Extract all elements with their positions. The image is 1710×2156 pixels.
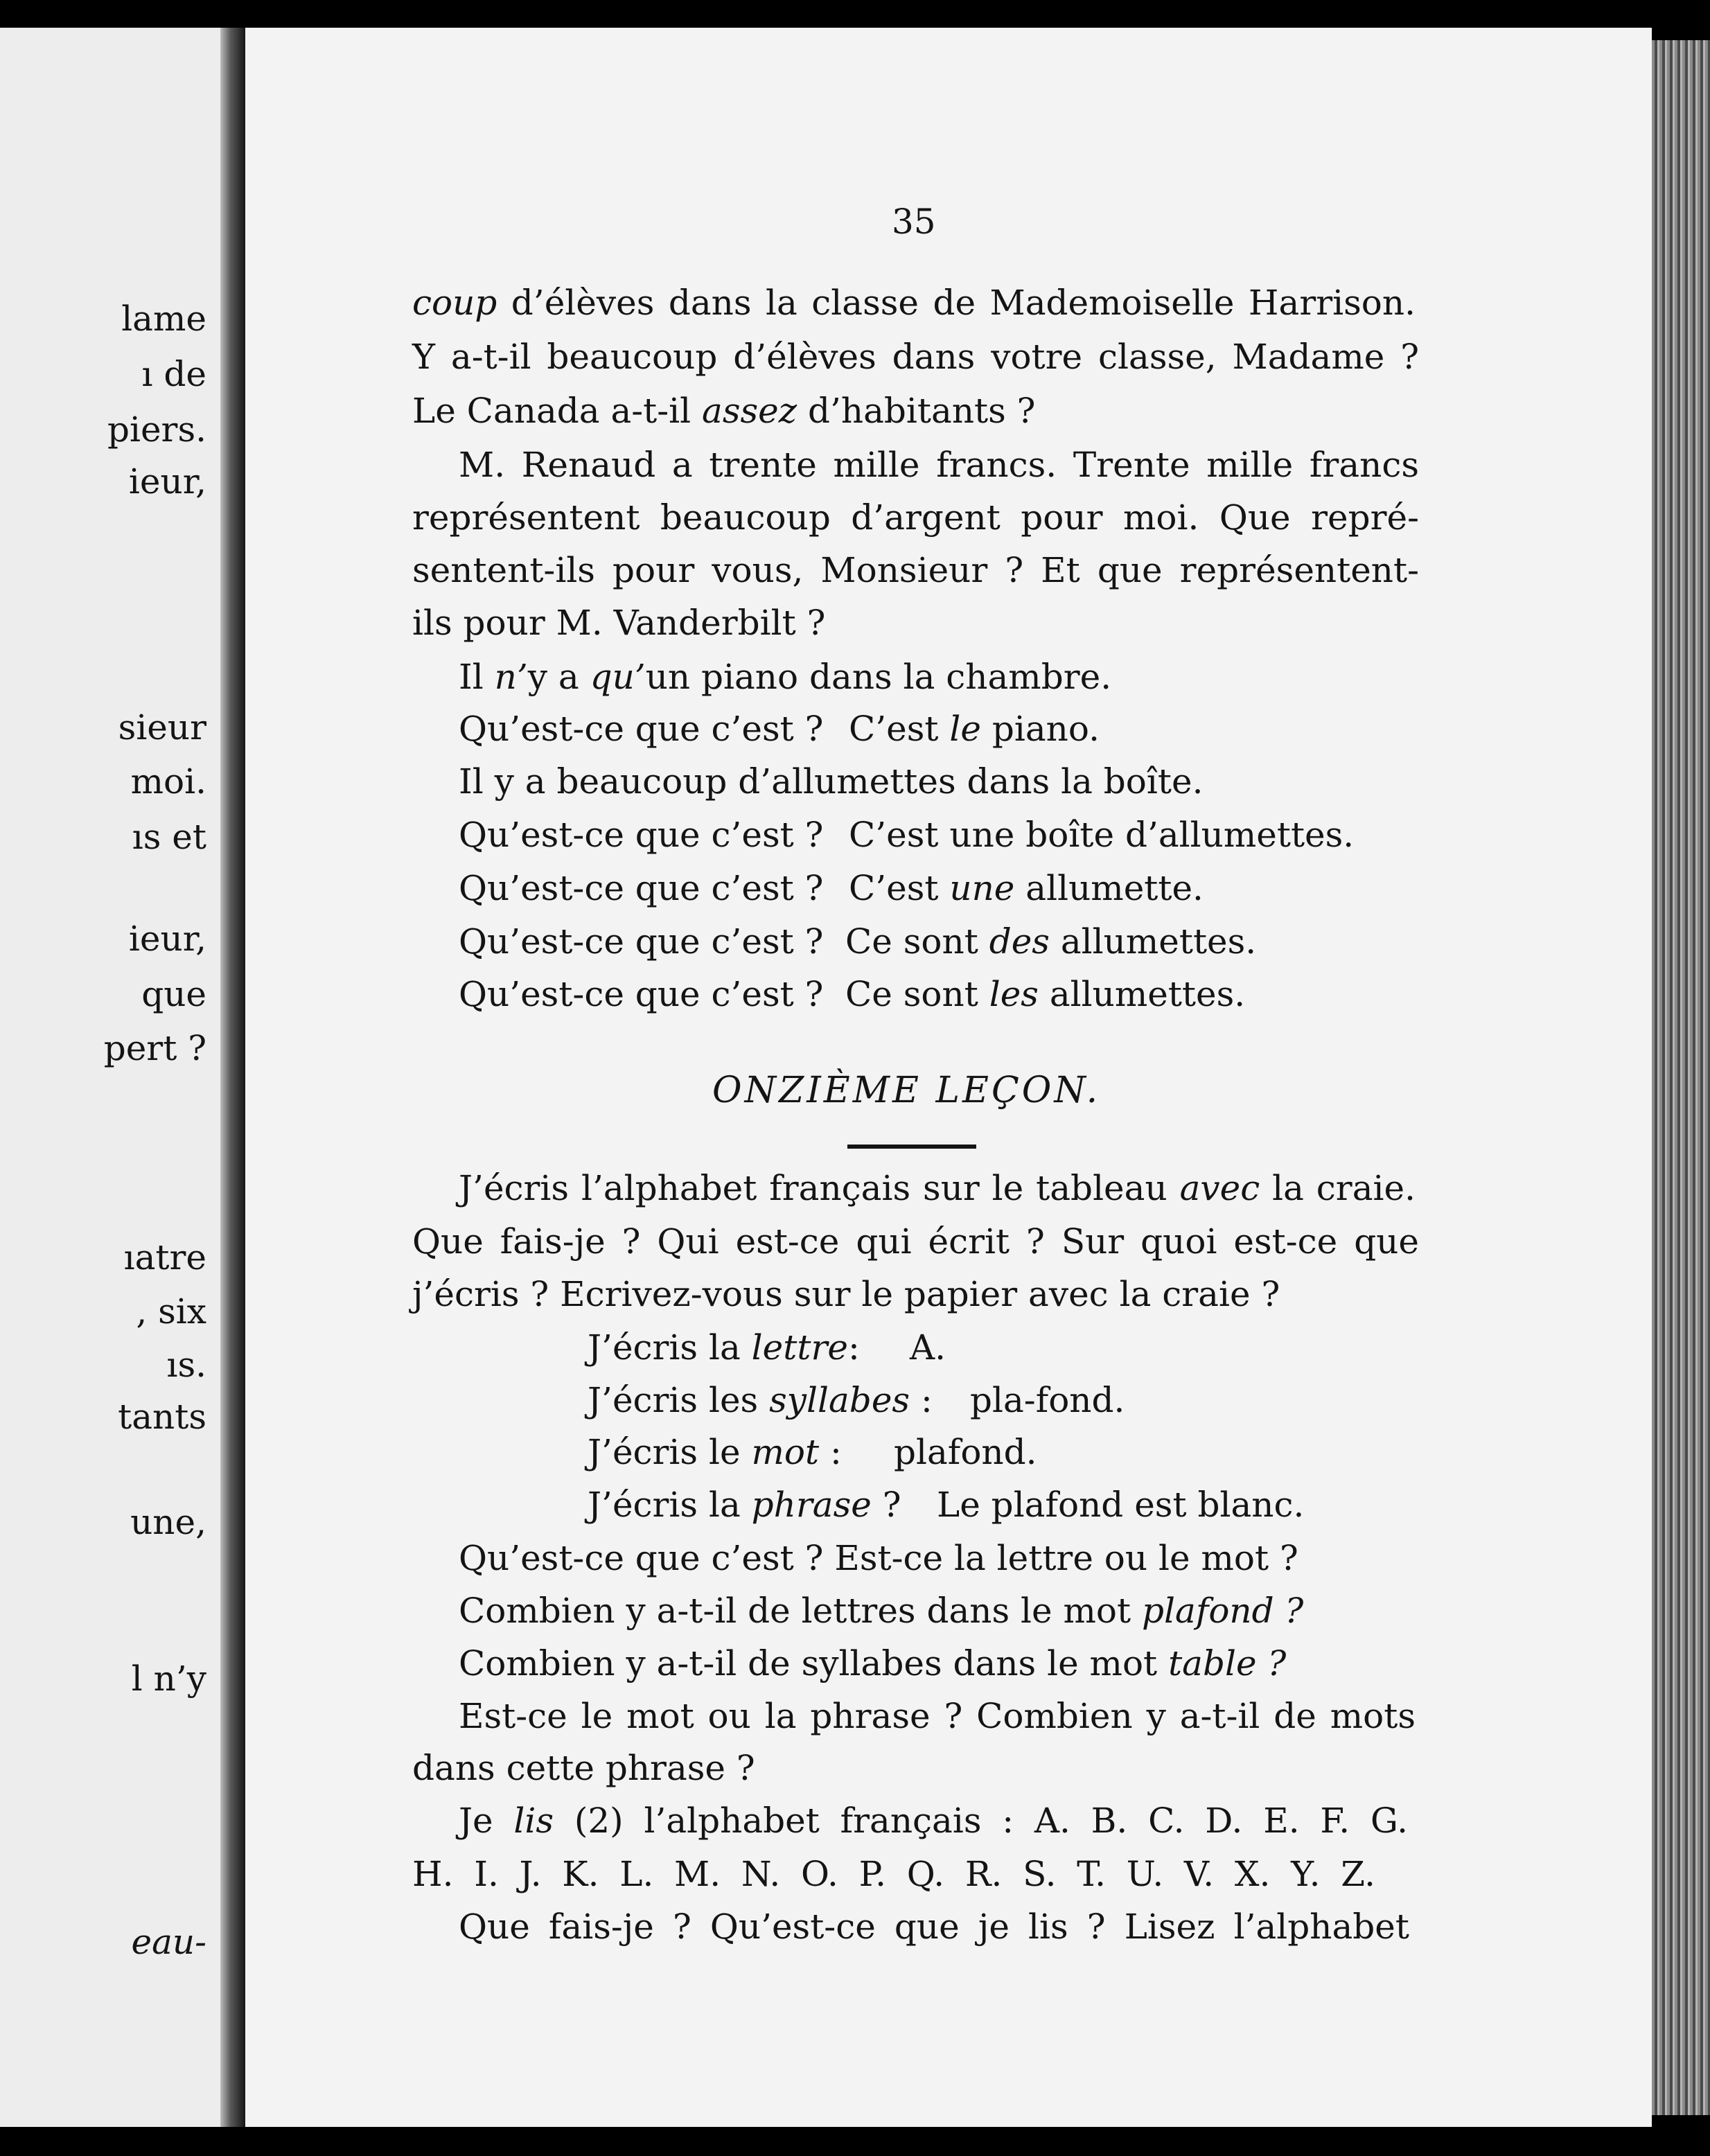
question: Qu’est-ce que c’est ? <box>459 868 824 908</box>
left-page-fragment: eau- <box>131 1922 206 1962</box>
question: Qu’est-ce que c’est ? <box>459 709 824 749</box>
left-page <box>0 28 222 2127</box>
text-line: sentent-ils pour vous, Monsieur ? Et que représentent- <box>412 550 1419 590</box>
text-line: j’écris ? Ecrivez-vous sur le papier avec la craie ? <box>412 1274 1280 1314</box>
text-line: Y a-t-il beaucoup d’élèves dans votre classe, Madame ? <box>412 337 1419 377</box>
left-page-fragment: ieur, <box>128 919 206 959</box>
answer: C’est le piano. <box>849 709 1100 749</box>
left-page-fragment: sieur <box>118 707 206 748</box>
left-page-fragment: moi. <box>130 761 206 802</box>
text-line: dans cette phrase ? <box>412 1748 755 1788</box>
text-line: Il y a beaucoup d’allumettes dans la boîte. <box>459 761 1204 802</box>
question: Qu’est-ce que c’est ? <box>459 921 824 962</box>
question: Qu’est-ce que c’est ? <box>459 974 824 1014</box>
left-page-fragment: lame <box>121 299 206 339</box>
answer: Ce sont des allumettes. <box>845 921 1257 962</box>
text-line: Combien y a-t-il de syllabes dans le mot table ? <box>459 1643 1287 1684</box>
text-line: représentent beaucoup d’argent pour moi. Que repré- <box>412 497 1419 538</box>
text-line: M. Renaud a trente mille francs. Trente mille francs <box>459 445 1419 485</box>
text-line: Je lis (2) l’alphabet français : A. B. C. D. E. F. G. <box>459 1801 1408 1841</box>
text-line: Que fais-je ? Qui est-ce qui écrit ? Sur quoi est-ce que <box>412 1221 1419 1262</box>
example-line: J’écris la phrase ? <box>588 1485 901 1525</box>
left-page-fragment: pert ? <box>103 1028 206 1068</box>
left-page-fragment: tants <box>118 1397 206 1437</box>
left-page-fragment: que <box>141 974 206 1014</box>
heading-divider <box>847 1145 976 1149</box>
left-page-fragment: piers. <box>107 409 206 450</box>
text-line: J’écris l’alphabet français sur le tableau avec la craie. <box>459 1168 1416 1208</box>
text-line: ils pour M. Vanderbilt ? <box>412 603 826 643</box>
text-line: Combien y a-t-il de lettres dans le mot plafond ? <box>459 1591 1304 1631</box>
answer: Ce sont les allumettes. <box>845 974 1246 1014</box>
example-line: J’écris les syllabes : <box>588 1380 933 1420</box>
left-page-fragment: ieur, <box>128 461 206 502</box>
left-page-fragment: ıatre <box>123 1237 206 1278</box>
page-fore-edge <box>1652 40 1710 2115</box>
example-value: A. <box>910 1327 946 1368</box>
text-line: Le Canada a-t-il assez d’habitants ? <box>412 391 1036 431</box>
text-line: Que fais-je ? Qu’est-ce que je lis ? Lisez l’alphabet <box>459 1907 1409 1947</box>
answer: C’est une boîte d’allumettes. <box>849 815 1355 855</box>
page-number: 35 <box>892 202 936 242</box>
left-page-fragment: ıs. <box>166 1345 206 1385</box>
question: Qu’est-ce que c’est ? <box>459 815 824 855</box>
example-value: plafond. <box>894 1432 1037 1472</box>
left-page-fragment: une, <box>130 1502 206 1542</box>
text-line: Il n’y a qu’un piano dans la chambre. <box>459 657 1112 697</box>
example-value: pla-fond. <box>970 1380 1125 1420</box>
example-line: J’écris la lettre: <box>588 1327 860 1368</box>
left-page-fragment: ı de <box>141 354 206 394</box>
text-line: coup d’élèves dans la classe de Mademoiselle Harrison. <box>412 283 1416 323</box>
text-line: H. I. J. K. L. M. N. O. P. Q. R. S. T. U. V. X. Y. Z. <box>412 1854 1375 1894</box>
answer: C’est une allumette. <box>849 868 1204 908</box>
left-page-fragment: , six <box>136 1291 206 1332</box>
text-line: Est-ce le mot ou la phrase ? Combien y a-t-il de mots <box>459 1696 1416 1736</box>
left-page-fragment: l n’y <box>131 1659 206 1699</box>
example-line: J’écris le mot : <box>588 1432 842 1472</box>
gutter-shadow <box>220 28 245 2127</box>
text-line: Qu’est-ce que c’est ? Est-ce la lettre ou le mot ? <box>459 1538 1298 1578</box>
example-value: Le plafond est blanc. <box>937 1485 1305 1525</box>
left-page-fragment: ıs et <box>132 817 206 857</box>
lesson-heading: ONZIÈME LEÇON. <box>712 1070 1101 1111</box>
